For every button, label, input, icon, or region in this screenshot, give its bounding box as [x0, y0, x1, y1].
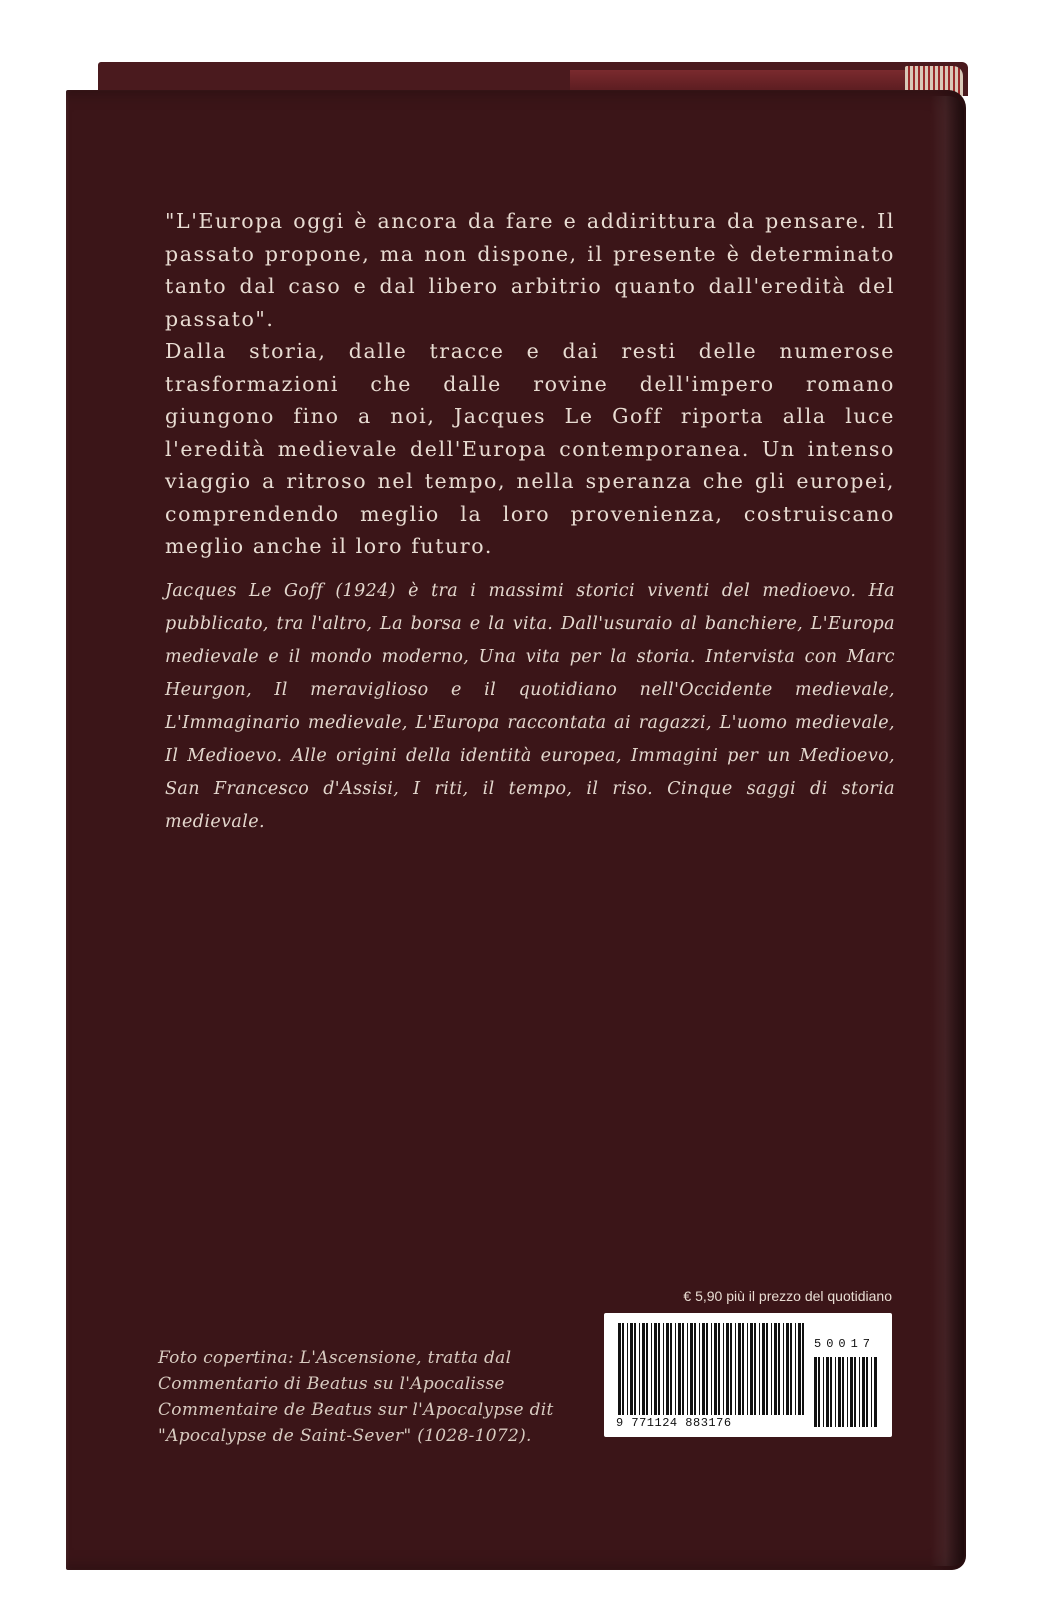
barcode-bar	[850, 1357, 853, 1427]
barcode-bar	[871, 1357, 872, 1427]
barcode-bar	[699, 1323, 700, 1415]
barcode-bar	[859, 1357, 860, 1427]
price-label: € 5,90 più il prezzo del quotidiano	[683, 1288, 892, 1304]
barcode-bar	[790, 1323, 792, 1415]
barcode-addon-number: 50017	[814, 1337, 876, 1351]
barcode-bar	[823, 1357, 824, 1427]
barcode-bar	[694, 1323, 696, 1415]
barcode-bar	[642, 1323, 645, 1415]
barcode-bar	[622, 1323, 624, 1415]
barcode-bar	[795, 1323, 796, 1415]
barcode-bar	[774, 1323, 777, 1415]
barcode-bar	[675, 1323, 676, 1415]
barcode-bar	[759, 1323, 760, 1415]
spine-highlight	[930, 96, 964, 1566]
barcode-bar	[690, 1323, 693, 1415]
addon-barcode-icon	[814, 1357, 880, 1427]
barcode-bar	[654, 1323, 657, 1415]
barcode-bar	[754, 1323, 756, 1415]
barcode-bar	[639, 1323, 640, 1415]
barcode-bar	[663, 1323, 664, 1415]
barcode-bar	[738, 1323, 741, 1415]
barcode-bar	[862, 1357, 865, 1427]
barcode-bar	[651, 1323, 652, 1415]
barcode-bar	[618, 1323, 621, 1415]
barcode-bar	[678, 1323, 681, 1415]
barcode-bar	[666, 1323, 669, 1415]
barcode-bar	[658, 1323, 660, 1415]
barcode-bar	[723, 1323, 724, 1415]
barcode-bar	[766, 1323, 768, 1415]
barcode-bar	[762, 1323, 765, 1415]
barcode-bar	[818, 1357, 820, 1427]
barcode-bar	[830, 1357, 832, 1427]
blurb-description: Dalla storia, dalle tracce e dai resti delle numerose trasformazioni che dalle rovine dell'impero romano giungono fino a noi, Jacques Le Goff riporta alla luce l'eredità medievale dell'Europa contemporanea. Un intenso viaggio a ritroso nel tempo, nella speranza che gli europei, comprendendo meglio la loro provenienza, costruiscano meglio anche il loro futuro.	[165, 339, 895, 558]
barcode-bar	[798, 1323, 801, 1415]
barcode-bar	[847, 1357, 848, 1427]
barcode-bar	[627, 1323, 628, 1415]
cover-photo-credits: Foto copertina: L'Ascensione, tratta dal Commentario di Beatus su l'Apocalisse Commentaire de Beatus sur l'Apocalypse dit "Apocalypse de Saint-Sever" (1028-1072).	[158, 1348, 554, 1446]
barcode-bar	[750, 1323, 753, 1415]
barcode-bar	[630, 1323, 633, 1415]
barcode-bar	[802, 1323, 804, 1415]
page-edge	[570, 70, 940, 92]
barcode-bar	[842, 1357, 844, 1427]
author-bio: Jacques Le Goff (1924) è tra i massimi storici viventi del medioevo. Ha pubblicato, tra l'altro, La borsa e la vita. Dall'usuraio al banchiere, L'Europa medievale e il mondo moderno, Una vita per la storia. Intervista con Marc Heurgon, Il meraviglioso e il quotidiano nell'Occidente medievale, L'Immaginario medievale, L'Europa raccontata ai ragazzi, L'uomo medievale, Il Medioevo. Alle origini della identità europea, Immagini per un Medioevo, San Francesco d'Assisi, I riti, il tempo, il riso. Cinque saggi di storia medievale.	[165, 581, 895, 832]
barcode-bar	[682, 1323, 684, 1415]
barcode-box	[604, 1313, 892, 1437]
barcode-bar	[726, 1323, 729, 1415]
barcode-bar	[718, 1323, 720, 1415]
barcode-bar	[714, 1323, 717, 1415]
barcode-icon	[618, 1323, 808, 1415]
barcode-bar	[874, 1357, 877, 1427]
barcode-bar	[687, 1323, 688, 1415]
barcode-bar	[702, 1323, 705, 1415]
barcode-bar	[835, 1357, 836, 1427]
barcode-bar	[814, 1357, 817, 1427]
barcode-bar	[786, 1323, 789, 1415]
barcode-bar	[747, 1323, 748, 1415]
barcode-bar	[866, 1357, 868, 1427]
barcode-bar	[735, 1323, 736, 1415]
barcode-bar	[771, 1323, 772, 1415]
blurb-quote: "L'Europa oggi è ancora da fare e addirittura da pensare. Il passato propone, ma non dispone, il presente è determinato tanto dal caso e dal libero arbitrio quanto dall'eredità del passato".	[165, 209, 895, 331]
barcode-bar	[646, 1323, 648, 1415]
barcode-bar	[730, 1323, 732, 1415]
barcode-bar	[711, 1323, 712, 1415]
barcode-bar	[706, 1323, 708, 1415]
barcode-bar	[783, 1323, 784, 1415]
barcode-number: 9 771124 883176	[616, 1416, 732, 1430]
barcode-bar	[838, 1357, 841, 1427]
barcode-bar	[778, 1323, 780, 1415]
barcode-bar	[742, 1323, 744, 1415]
barcode-bar	[634, 1323, 636, 1415]
cover-blurb	[165, 205, 895, 563]
barcode-bar	[826, 1357, 829, 1427]
barcode-bar	[670, 1323, 672, 1415]
barcode-bar	[854, 1357, 856, 1427]
